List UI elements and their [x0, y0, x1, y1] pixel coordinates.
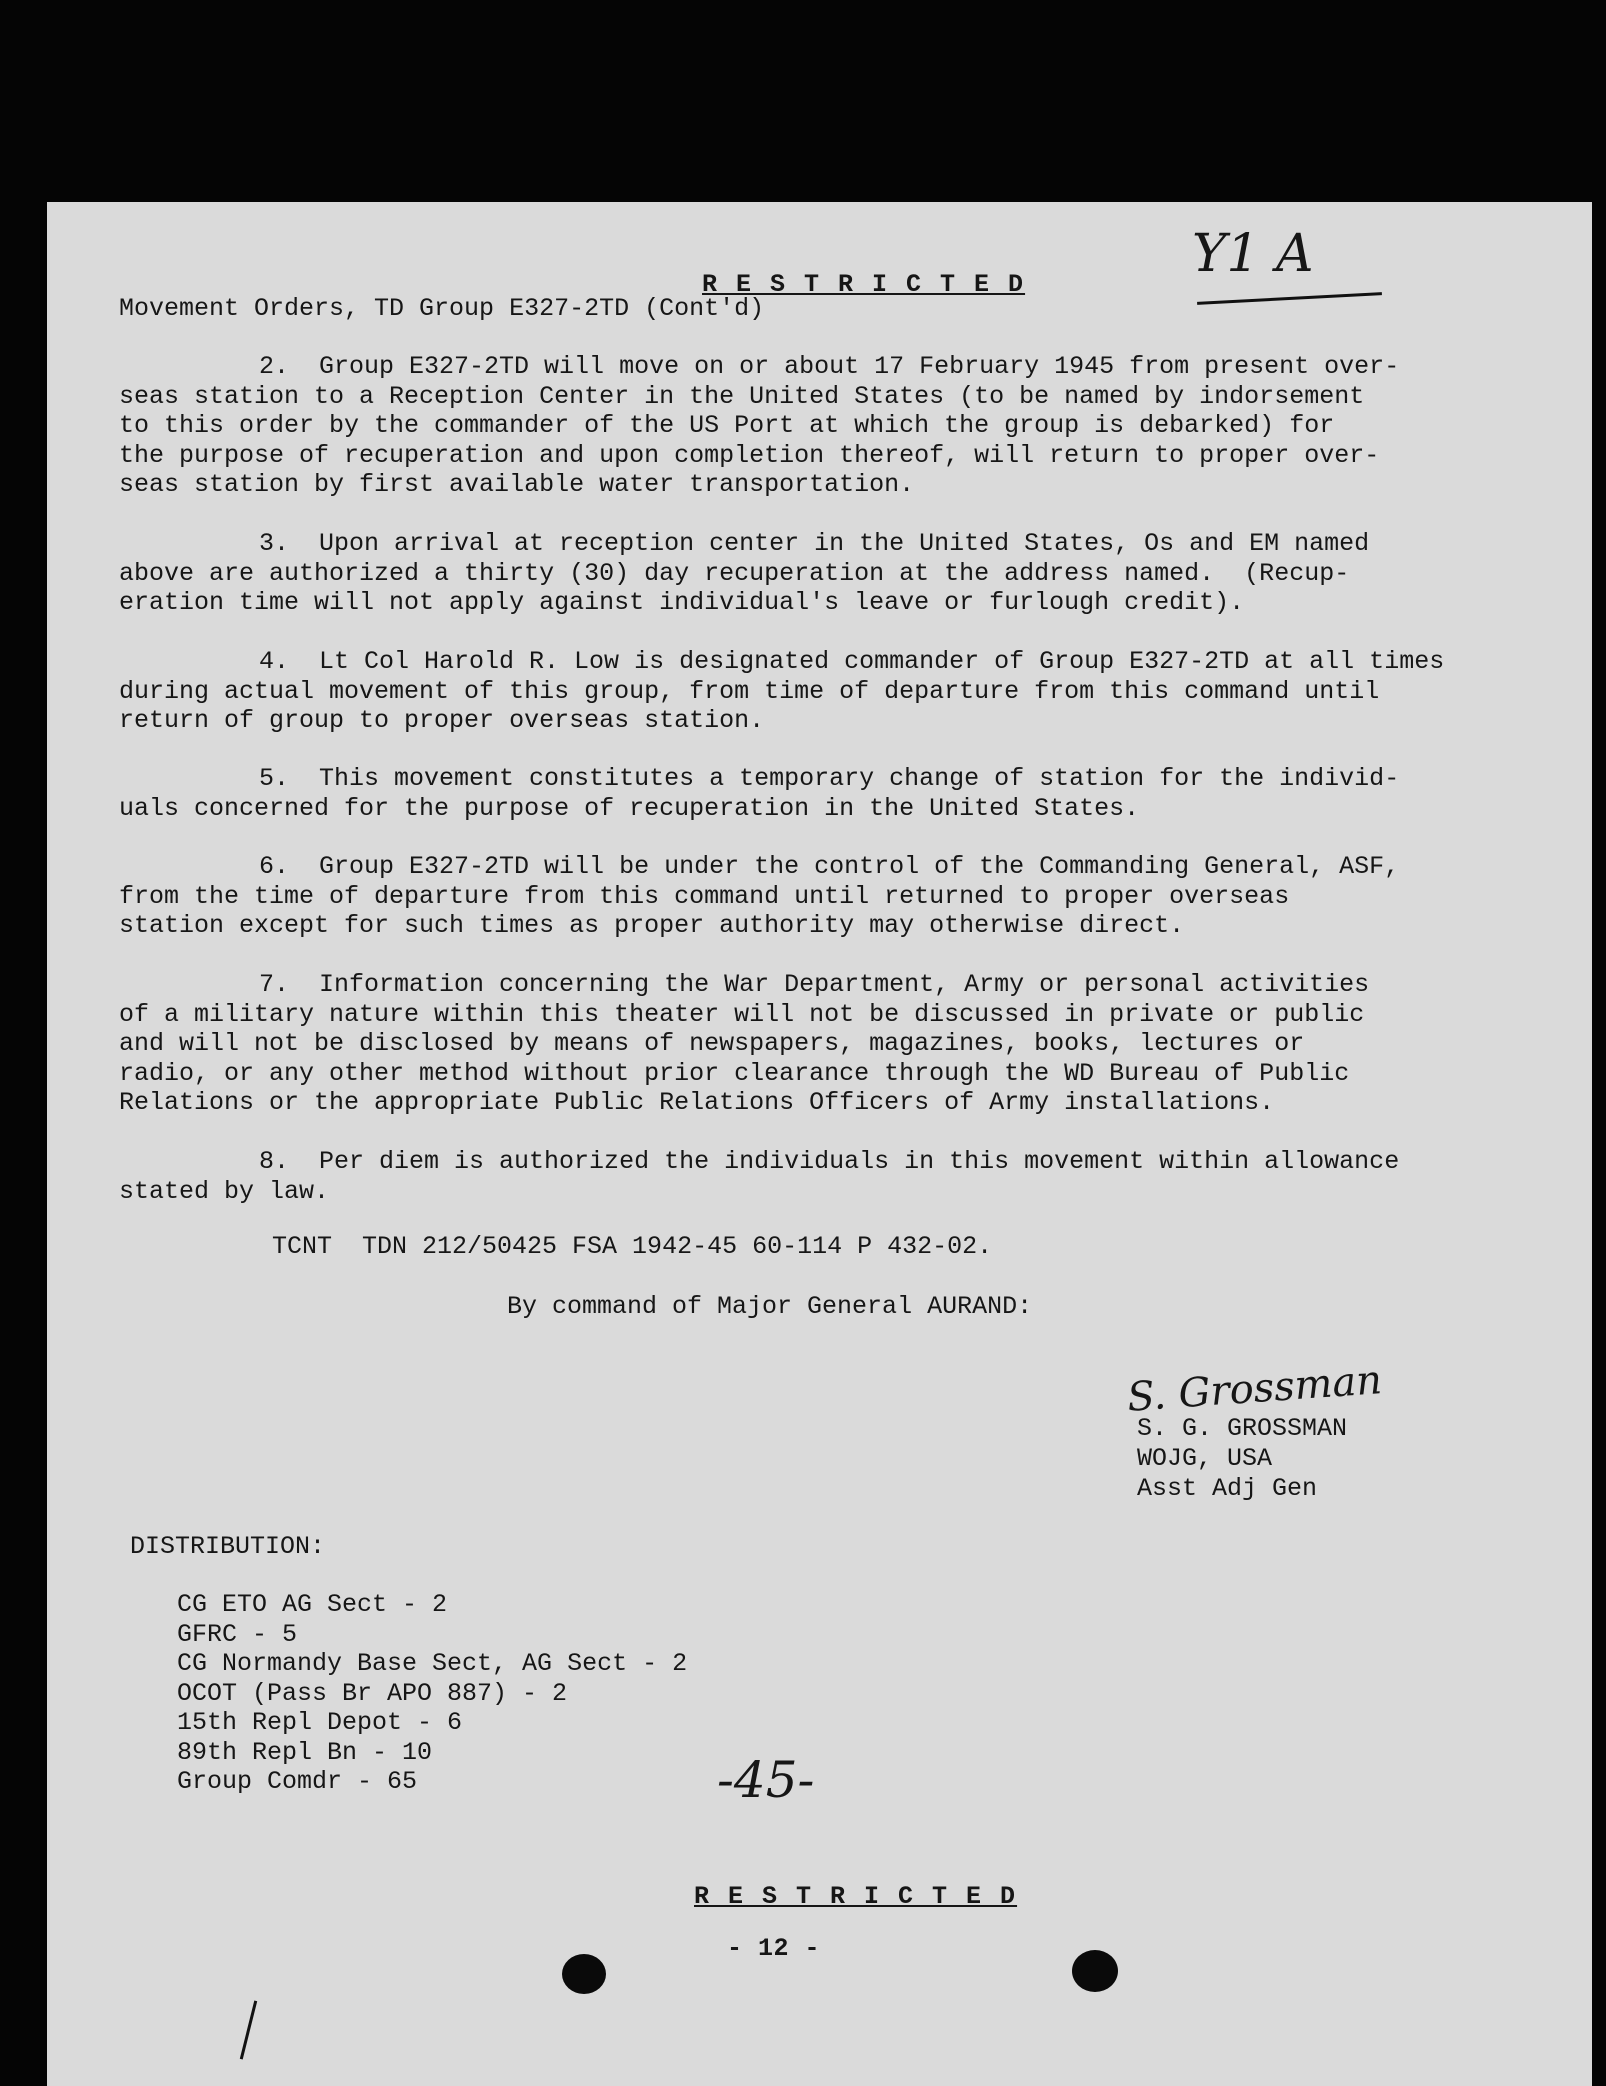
command-line: By command of Major General AURAND:: [507, 1292, 1033, 1321]
document-title: Movement Orders, TD Group E327-2TD (Cont'd): [119, 294, 765, 323]
paragraph-line: the purpose of recuperation and upon completion thereof, will return to proper over-: [119, 440, 1380, 470]
paragraph-number: 6.: [259, 852, 320, 881]
paragraph-8: [119, 1147, 1519, 1206]
handwritten-signature: S. Grossman: [1125, 1357, 1384, 1421]
paragraph-line: [119, 764, 1519, 794]
paragraph-line: of a military nature within this theater will not be discussed in private or public: [119, 999, 1365, 1029]
paragraph-line: eration time will not apply against individual's leave or furlough credit).: [119, 588, 1245, 617]
distribution-item: 89th Repl Bn - 10: [177, 1737, 433, 1767]
punch-hole-right: [1072, 1950, 1118, 1992]
paragraph-line: [119, 647, 1519, 677]
paragraph-2: [119, 352, 1519, 500]
distribution-item: GFRC - 5: [177, 1619, 298, 1649]
punch-hole-left: [562, 1954, 606, 1994]
pencil-mark: [240, 2001, 257, 2060]
paragraph-line: [119, 529, 1519, 559]
paragraph-text: Group E327-2TD will move on or about 17 February 1945 from present over-: [319, 352, 1400, 381]
distribution-heading: DISTRIBUTION:: [130, 1532, 326, 1561]
paragraph-line: and will not be disclosed by means of newspapers, magazines, books, lectures or: [119, 1029, 1305, 1058]
paragraph-text: This movement constitutes a temporary change of station for the individ-: [319, 764, 1400, 793]
document-page: [47, 202, 1592, 2086]
handwritten-mark: Y1 A: [1192, 224, 1314, 284]
paragraph-text: Lt Col Harold R. Low is designated commander of Group E327-2TD at all times: [319, 647, 1445, 676]
paragraph-line: station except for such times as proper authority may otherwise direct.: [119, 911, 1185, 940]
paragraph-text: Upon arrival at reception center in the United States, Os and EM named: [319, 529, 1370, 558]
distribution-item: CG ETO AG Sect - 2: [177, 1590, 448, 1619]
paragraph-number: 2.: [259, 352, 320, 381]
paragraph-number: 4.: [259, 647, 320, 676]
handwritten-page-number: -45-: [717, 1751, 815, 1809]
paragraph-line: above are authorized a thirty (30) day recuperation at the address named. (Recup-: [119, 558, 1350, 588]
paragraph-line: during actual movement of this group, from time of departure from this command until: [119, 676, 1380, 706]
signature-rank: WOJG, USA: [1137, 1444, 1273, 1473]
paragraph-line: seas station to a Reception Center in the United States (to be named by indorsement: [119, 381, 1365, 411]
signature-name: S. G. GROSSMAN: [1137, 1414, 1348, 1443]
paragraph-line: Relations or the appropriate Public Relations Officers of Army installations.: [119, 1088, 1275, 1117]
funding-line: TCNT TDN 212/50425 FSA 1942-45 60-114 P 432-02.: [272, 1232, 993, 1261]
paragraph-5: [119, 764, 1519, 823]
paragraph-text: Group E327-2TD will be under the control of the Commanding General, ASF,: [319, 852, 1400, 881]
classification-footer-text: R E S T R I C T E D: [694, 1881, 1018, 1911]
paragraph-text: Per diem is authorized the individuals in this movement within allowance: [319, 1147, 1400, 1176]
paragraph-3: [119, 529, 1519, 618]
classification-header-text: R E S T R I C T E D: [702, 269, 1026, 299]
paragraph-text: Information concerning the War Department, Army or personal activities: [319, 970, 1370, 999]
paragraph-line: [119, 352, 1519, 382]
paragraph-line: radio, or any other method without prior clearance through the WD Bureau of Public: [119, 1058, 1350, 1088]
paragraph-number: 8.: [259, 1147, 320, 1176]
paragraph-line: to this order by the commander of the US Port at which the group is debarked) for: [119, 411, 1335, 440]
page-number: - 12 -: [727, 1934, 821, 1963]
paragraph-line: [119, 970, 1519, 1000]
distribution-list: [177, 1590, 687, 1797]
paragraph-line: stated by law.: [119, 1176, 330, 1206]
paragraph-line: uals concerned for the purpose of recuperation in the United States.: [119, 793, 1140, 823]
paragraph-line: seas station by first available water transportation.: [119, 470, 915, 499]
paragraph-7: [119, 970, 1519, 1118]
paragraph-number: 3.: [259, 529, 320, 558]
paragraph-line: from the time of departure from this command until returned to proper overseas: [119, 881, 1290, 911]
handwritten-underline: [1197, 292, 1382, 305]
distribution-item: OCOT (Pass Br APO 887) - 2: [177, 1678, 568, 1708]
paragraph-number: 7.: [259, 970, 320, 999]
distribution-item: 15th Repl Depot - 6: [177, 1708, 463, 1737]
paragraph-line: return of group to proper overseas station.: [119, 706, 765, 735]
paragraph-line: [119, 852, 1519, 882]
classification-footer: [632, 1852, 1017, 1941]
paragraph-number: 5.: [259, 764, 320, 793]
distribution-item: Group Comdr - 65: [177, 1767, 418, 1796]
paragraph-line: [119, 1147, 1519, 1177]
distribution-item: CG Normandy Base Sect, AG Sect - 2: [177, 1649, 688, 1678]
paragraph-6: [119, 852, 1519, 941]
signature-title: Asst Adj Gen: [1137, 1474, 1318, 1503]
paragraph-4: [119, 647, 1519, 736]
